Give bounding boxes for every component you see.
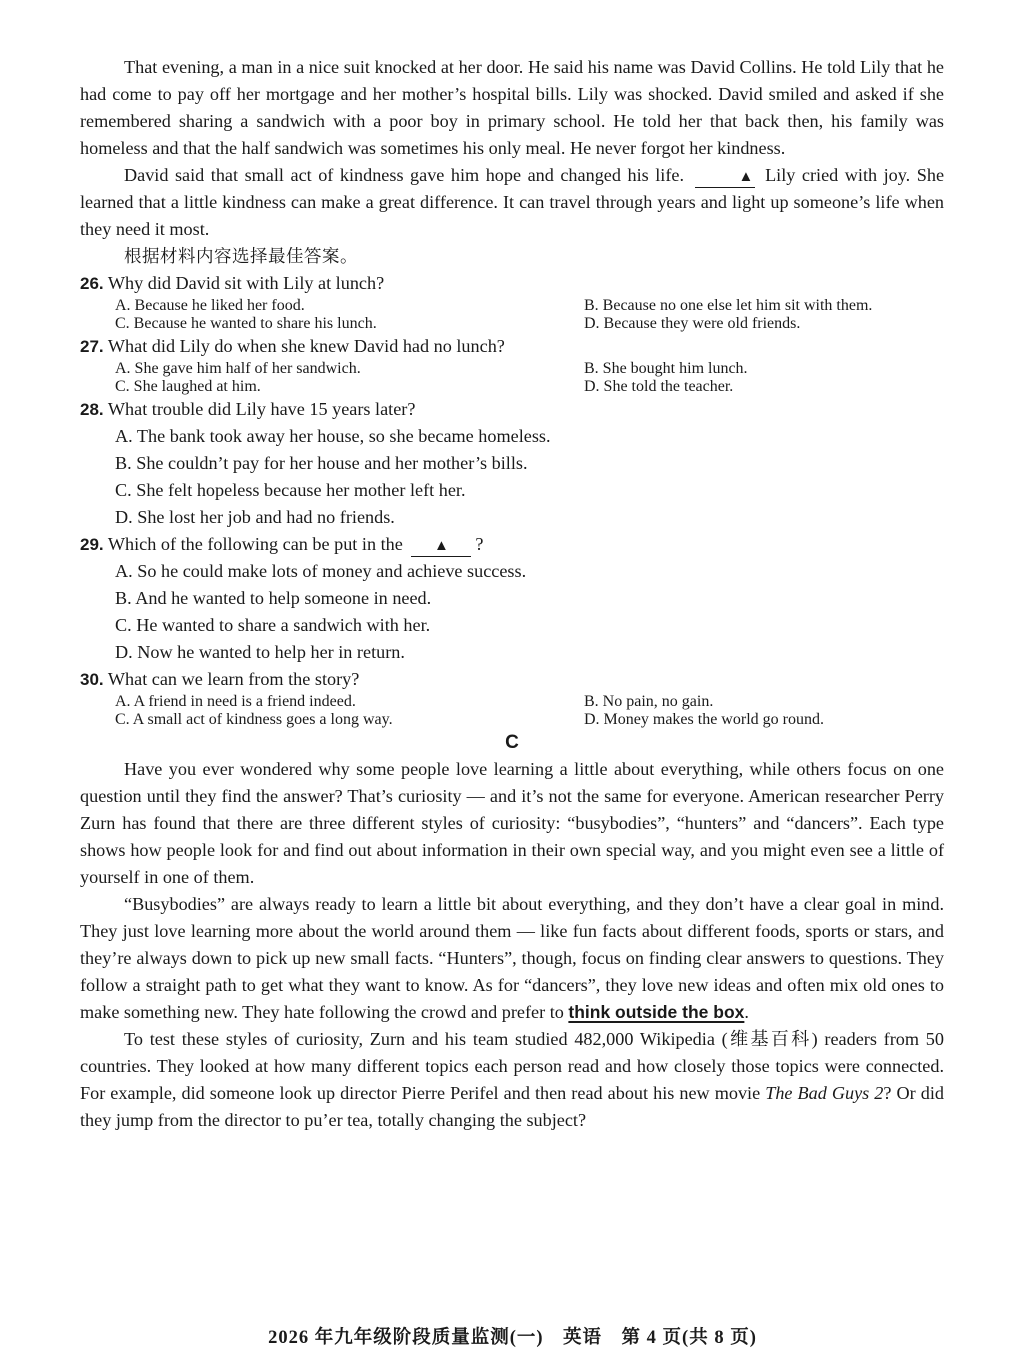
passage-c-p3-after: ? Or did they jump from the director to pu’er tea, totally changing the subject? [80,1083,944,1130]
question-text: Why did David sit with Lily at lunch? [107,273,385,293]
story-p2-before: David said that small act of kindness gave him hope and changed his life. [124,165,684,185]
question-30 [80,666,944,693]
section-heading: C [505,732,519,753]
story-p2-after: Lily cried with joy. She learned that a little kindness can make a great difference. It can travel through years and light up someone’s life when they need it most. [80,165,945,239]
movie-title: The Bad Guys 2 [765,1083,884,1103]
options-row [80,297,944,315]
question-mark: ? [475,534,484,554]
option-a: A. The bank took away her house, so she became homeless. [115,426,551,446]
passage-c-paragraph-2 [80,891,944,1026]
option-a: A. Because he liked her food. [115,297,305,314]
instruction: 根据材料内容选择最佳答案。 [124,246,358,266]
options-row [80,711,944,729]
options-row [80,378,944,396]
question-29 [80,531,944,558]
option-a: A. She gave him half of her sandwich. [115,360,361,377]
option-d: D. She told the teacher. [584,378,734,395]
answer-blank: ▲ [695,167,755,188]
passage-c-p3-before: To test these styles of curiosity, Zurn and his team studied 482,000 Wikipedia (维基百科) readers from 50 countries. They looked at how many different topics each person read and how closely those topics were connected. For example, did someone look up director Pierre Perifel and then read about his new movie [80,1029,944,1103]
answer-blank: ▲ [411,536,471,557]
question-text: Which of the following can be put in the [107,534,403,554]
option-c: C. She felt hopeless because her mother left her. [115,480,466,500]
option-c: C. She laughed at him. [115,378,261,395]
option-b: B. She couldn’t pay for her house and her mother’s bills. [115,453,528,473]
option-b: B. And he wanted to help someone in need. [115,588,432,608]
question-text: What can we learn from the story? [107,669,360,689]
story-paragraph-1: That evening, a man in a nice suit knocked at her door. He said his name was David Collins. He told Lily that he had come to pay off her mortgage and her mother’s hospital bills. Lily was shocked. David smiled and asked if she remembered sharing a sandwich with a poor boy in primary school. He told her that back then, his family was homeless and that the half sandwich was sometimes his only meal. He never forgot her kindness. [80,57,944,158]
option-b: B. Because no one else let him sit with them. [584,297,873,314]
question-number: 28. [80,400,104,419]
option-a: A. So he could make lots of money and achieve success. [115,561,527,581]
options-row [80,360,944,378]
options-row [80,693,944,711]
exam-page [80,54,944,1134]
option-b: B. No pain, no gain. [584,693,714,710]
question-27 [80,333,944,360]
option-c: C. A small act of kindness goes a long way. [115,711,393,728]
passage-c-paragraph-3 [80,1026,944,1134]
option-c: C. He wanted to share a sandwich with her. [115,615,431,635]
question-28 [80,396,944,423]
story-paragraph-2 [80,162,944,243]
question-number: 30. [80,670,104,689]
question-number: 26. [80,274,104,293]
option-d: D. Because they were old friends. [584,315,801,332]
question-26 [80,270,944,297]
passage-c-paragraph-1: Have you ever wondered why some people love learning a little about everything, while others focus on one question until they find the answer? That’s curiosity — and it’s not the same for everyone. American researcher Perry Zurn has found that there are three different styles of curiosity: “busybodies”, “hunters” and “dancers”. Each type shows how people look for and find out about information in their own special way, and you might even see a little of yourself in one of them. [80,759,944,887]
question-number: 27. [80,337,104,356]
underlined-phrase: think outside the box [568,1002,745,1022]
option-d: D. She lost her job and had no friends. [115,507,395,527]
page-footer: 2026 年九年级阶段质量监测(一) 英语 第 4 页(共 8 页) [268,1328,757,1348]
option-c: C. Because he wanted to share his lunch. [115,315,377,332]
question-text: What trouble did Lily have 15 years later? [107,399,416,419]
question-number: 29. [80,535,104,554]
option-b: B. She bought him lunch. [584,360,748,377]
question-text: What did Lily do when she knew David had no lunch? [107,336,505,356]
passage-c-p2-after: . [744,1002,749,1022]
options-row [80,315,944,333]
option-d: D. Money makes the world go round. [584,711,824,728]
option-d: D. Now he wanted to help her in return. [115,642,405,662]
option-a: A. A friend in need is a friend indeed. [115,693,356,710]
passage-c-p2-before: “Busybodies” are always ready to learn a little bit about everything, and they don’t have a clear goal in mind. They just love learning more about the world around them — like fun facts about different foods, sports or stars, and they’re always down to pick up new small facts. “Hunters”, though, focus on finding clear answers to questions. They follow a straight path to get what they want to know. As for “dancers”, they love new ideas and often mix old ones to make something new. They hate following the crowd and prefer to [80,894,944,1022]
